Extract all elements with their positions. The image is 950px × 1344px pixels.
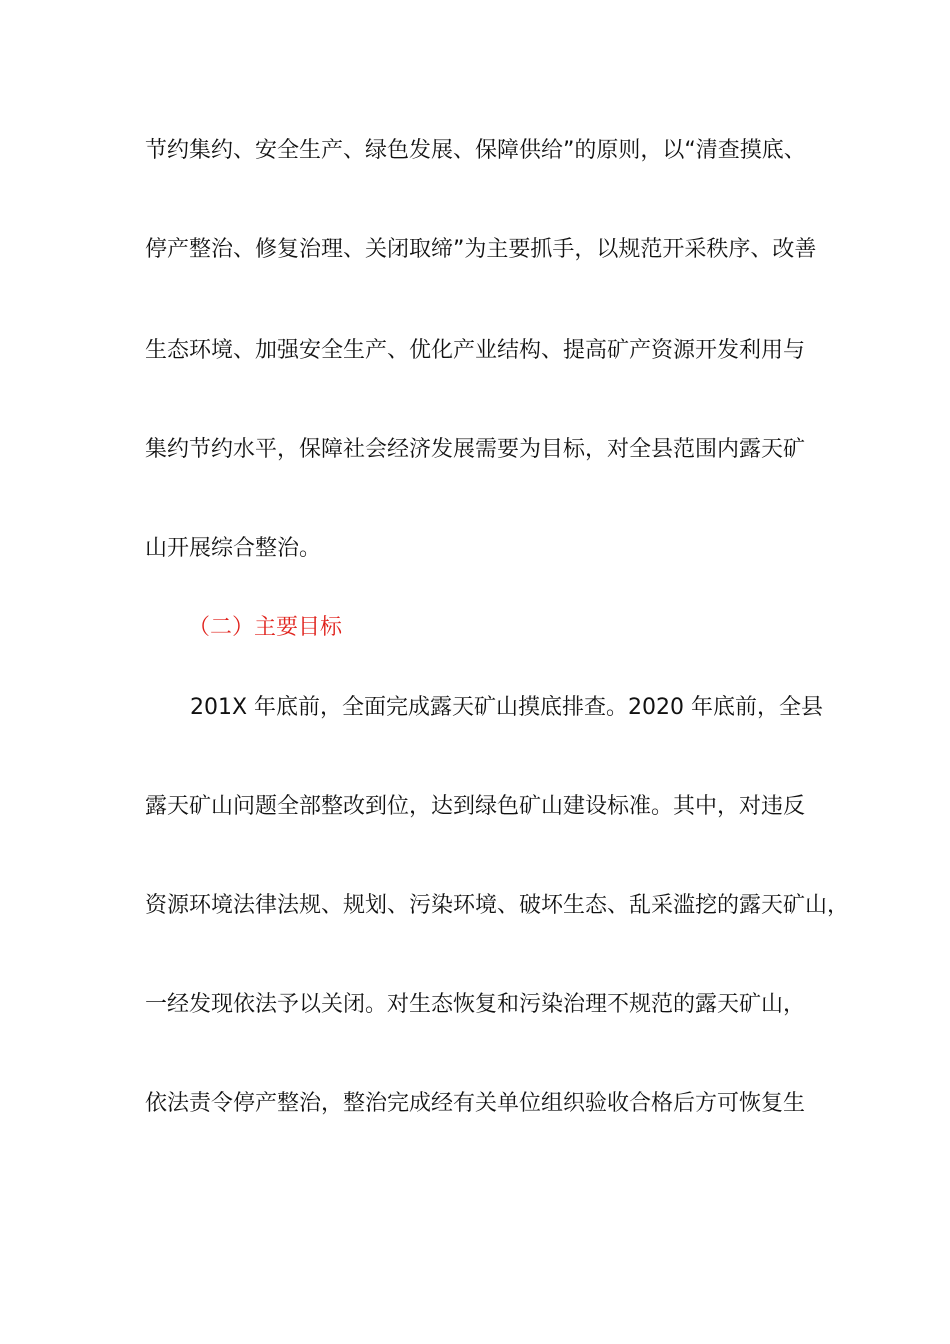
paragraph-line: 山开展综合整治。: [145, 536, 322, 561]
paragraph-line: 集约节约水平，保障社会经济发展需要为目标，对全县范围内露天矿: [145, 437, 806, 462]
paragraph-line: 201X 年底前，全面完成露天矿山摸底排查。2020 年底前，全县: [190, 695, 824, 720]
paragraph-line: 依法责令停产整治，整治完成经有关单位组织验收合格后方可恢复生: [145, 1091, 806, 1116]
paragraph-line: 一经发现依法予以关闭。对生态恢复和污染治理不规范的露天矿山，: [145, 992, 806, 1017]
paragraph-line: 露天矿山问题全部整改到位，达到绿色矿山建设标准。其中，对违反: [145, 794, 806, 819]
paragraph-line: 节约集约、安全生产、绿色发展、保障供给”的原则，以“清查摸底、: [145, 138, 806, 163]
paragraph-line: 停产整治、修复治理、关闭取缔”为主要抓手，以规范开采秩序、改善: [145, 237, 817, 262]
paragraph-line: 生态环境、加强安全生产、优化产业结构、提高矿产资源开发利用与: [145, 338, 806, 363]
section-heading: （二）主要目标: [188, 615, 343, 640]
paragraph-line: 资源环境法律法规、规划、污染环境、破坏生态、乱采滥挖的露天矿山，: [145, 893, 850, 918]
